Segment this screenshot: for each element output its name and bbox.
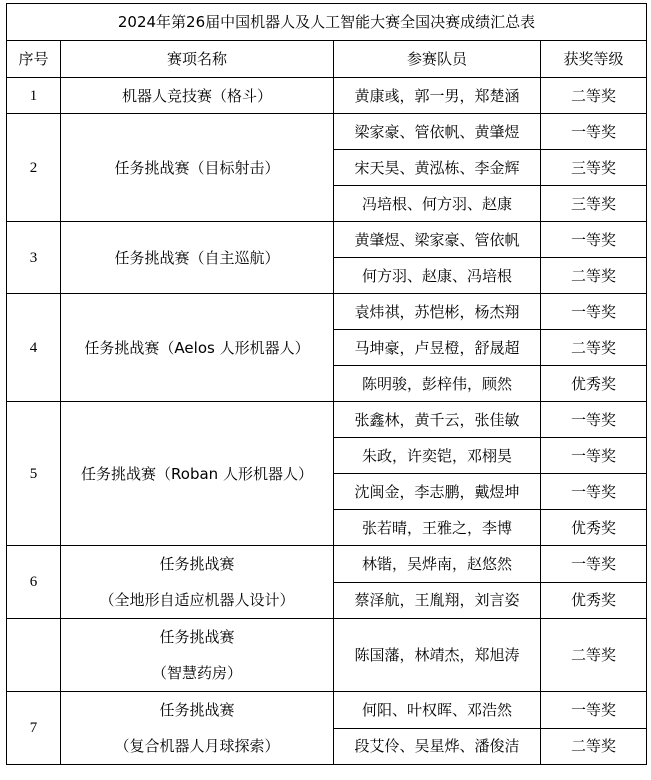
award-cell: 优秀奖: [541, 366, 647, 402]
header-award: 获奖等级: [541, 41, 647, 78]
results-table: [6, 3, 647, 765]
header-members: 参赛队员: [334, 41, 541, 78]
serial-cell: 4: [7, 294, 61, 402]
members-cell: 黄肇煜、梁家豪、管依帆: [334, 222, 541, 258]
serial-cell: 6: [7, 546, 61, 619]
serial-cell: 2: [7, 114, 61, 222]
members-cell: 黄康彧，郭一男，郑楚涵: [334, 78, 541, 114]
award-cell: 优秀奖: [541, 510, 647, 546]
event-cell: [61, 692, 334, 765]
award-cell: 一等奖: [541, 402, 647, 438]
serial-cell: 3: [7, 222, 61, 294]
serial-cell: 1: [7, 78, 61, 114]
event-cell: 机器人竞技赛（格斗）: [61, 78, 334, 114]
table-row: [7, 546, 647, 583]
serial-cell: [7, 619, 61, 692]
members-cell: 林锴，吴烨南，赵悠然: [334, 546, 541, 583]
members-cell: 马坤豪，卢昱橙，舒晟超: [334, 330, 541, 366]
members-cell: 沈闽金，李志鹏，戴煜坤: [334, 474, 541, 510]
event-cell: [61, 546, 334, 619]
award-cell: 一等奖: [541, 692, 647, 729]
serial-cell: 7: [7, 692, 61, 765]
members-cell: 张鑫林，黄千云，张佳敏: [334, 402, 541, 438]
event-cell: 任务挑战赛（Roban 人形机器人）: [61, 402, 334, 546]
table-row: [7, 692, 647, 729]
members-cell: 梁家豪、管依帆、黄肇煜: [334, 114, 541, 150]
members-cell: 何方羽、赵康、冯培根: [334, 258, 541, 294]
award-cell: 二等奖: [541, 728, 647, 765]
event-name-line1: 任务挑战赛: [159, 555, 235, 573]
award-cell: 一等奖: [541, 294, 647, 330]
award-cell: 一等奖: [541, 222, 647, 258]
members-cell: 陈国藩，林靖杰，郑旭涛: [334, 619, 541, 692]
members-cell: 何阳、叶权晖、邓浩然: [334, 692, 541, 729]
table-title: 2024年第26届中国机器人及人工智能大赛全国决赛成绩汇总表: [7, 4, 647, 41]
event-name-line1: 任务挑战赛: [159, 628, 235, 646]
header-row: [7, 41, 647, 78]
table-row: [7, 222, 647, 258]
event-name-line2: （智慧药房）: [151, 664, 242, 682]
event-name-line2: （全地形自适应机器人设计）: [99, 591, 295, 609]
header-event: 赛项名称: [61, 41, 334, 78]
award-cell: 三等奖: [541, 150, 647, 186]
award-cell: 二等奖: [541, 78, 647, 114]
serial-cell: 5: [7, 402, 61, 546]
award-cell: 一等奖: [541, 546, 647, 583]
award-cell: 三等奖: [541, 186, 647, 222]
event-name-line2: （复合机器人月球探索）: [114, 737, 280, 755]
members-cell: 蔡泽航，王胤翔，刘言姿: [334, 582, 541, 619]
members-cell: 朱政，许奕铠，邓栩昊: [334, 438, 541, 474]
header-serial: 序号: [7, 41, 61, 78]
table-row: [7, 78, 647, 114]
table-row: [7, 619, 647, 692]
members-cell: 陈明骏，彭梓伟，顾然: [334, 366, 541, 402]
award-cell: 二等奖: [541, 258, 647, 294]
members-cell: 宋天昊、黄泓栋、李金辉: [334, 150, 541, 186]
award-cell: 一等奖: [541, 474, 647, 510]
table-row: [7, 294, 647, 330]
award-cell: 二等奖: [541, 619, 647, 692]
table-row: [7, 114, 647, 150]
award-cell: 二等奖: [541, 330, 647, 366]
event-name-line1: 任务挑战赛: [159, 701, 235, 719]
members-cell: 袁炜祺，苏恺彬，杨杰翔: [334, 294, 541, 330]
event-cell: 任务挑战赛（Aelos 人形机器人）: [61, 294, 334, 402]
table-row: [7, 402, 647, 438]
event-cell: 任务挑战赛（目标射击）: [61, 114, 334, 222]
members-cell: 张若晴，王雅之，李博: [334, 510, 541, 546]
award-cell: 一等奖: [541, 438, 647, 474]
event-cell: 任务挑战赛（自主巡航）: [61, 222, 334, 294]
members-cell: 段艾伶、吴星烨、潘俊洁: [334, 728, 541, 765]
award-cell: 一等奖: [541, 114, 647, 150]
title-row: [7, 4, 647, 41]
members-cell: 冯培根、何方羽、赵康: [334, 186, 541, 222]
event-cell: [61, 619, 334, 692]
award-cell: 优秀奖: [541, 582, 647, 619]
